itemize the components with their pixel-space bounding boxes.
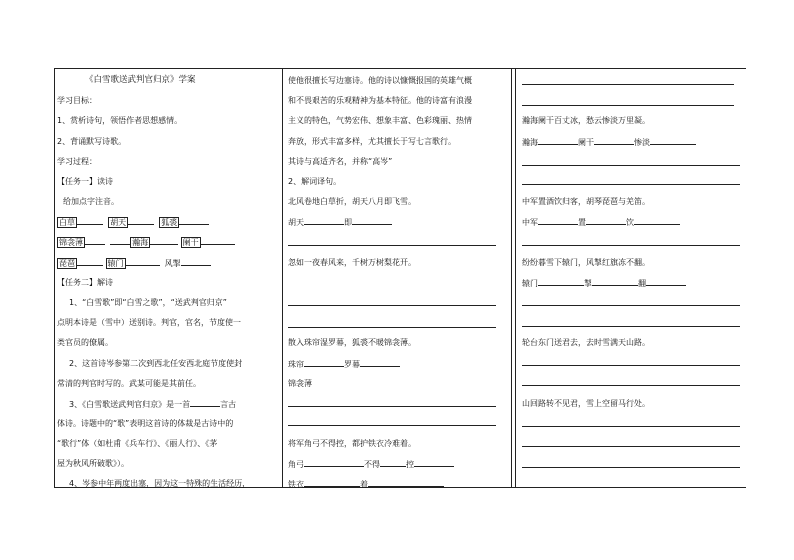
note-3-line-1 bbox=[69, 398, 236, 410]
pinyin-word: 风掣 bbox=[164, 259, 181, 268]
note-1-line-1: 1、“白雪歌”即“白雪之歌”，“送武判官归京” bbox=[69, 298, 227, 307]
answer-line[interactable] bbox=[522, 84, 734, 85]
verse-5-words bbox=[522, 136, 696, 148]
answer-blank[interactable] bbox=[634, 216, 680, 225]
task-1-instruction: 给加点字注音。 bbox=[63, 197, 119, 206]
pinyin-word: 辕门 bbox=[107, 259, 124, 268]
note-3-line-2: 体诗。诗题中的“歌”表明这首诗的体裁是古诗中的 bbox=[57, 419, 234, 428]
answer-line[interactable] bbox=[522, 165, 740, 166]
verse-1-words bbox=[288, 216, 392, 228]
answer-blank[interactable] bbox=[650, 136, 696, 145]
pinyin-word: 瀚海 bbox=[132, 238, 149, 247]
verse-4-words-2 bbox=[288, 478, 444, 490]
pinyin-word: 白草 bbox=[59, 218, 75, 227]
verse-7: 纷纷暮雪下辕门，风掣红旗冻不翻。 bbox=[522, 258, 650, 267]
answer-blank[interactable] bbox=[304, 458, 364, 467]
pinyin-row-1 bbox=[57, 216, 209, 228]
note-1-line-3: 类官员的僚属。 bbox=[57, 338, 113, 347]
verse-1: 北风卷地白草折，胡天八月即飞雪。 bbox=[288, 197, 416, 206]
word-label: 掣 bbox=[584, 279, 592, 288]
verse-4-words bbox=[288, 458, 454, 470]
answer-blank[interactable] bbox=[538, 277, 584, 286]
answer-line[interactable] bbox=[522, 467, 740, 468]
task-2-heading: 【任务二】解诗 bbox=[57, 278, 113, 287]
answer-blank[interactable] bbox=[380, 458, 406, 467]
answer-line[interactable] bbox=[522, 184, 740, 185]
page-title: 《白雪歌送武判官归京》学案 bbox=[85, 75, 196, 85]
answer-blank[interactable] bbox=[414, 458, 454, 467]
note-2-line-1: 2、这首诗岑参第二次到西北任安西北庭节度使封 bbox=[69, 359, 243, 368]
answer-blank[interactable] bbox=[538, 136, 578, 145]
process-heading: 学习过程： bbox=[57, 157, 97, 166]
answer-blank[interactable] bbox=[304, 216, 344, 225]
verse-7-words bbox=[522, 277, 686, 289]
task-1-heading: 【任务一】读诗 bbox=[57, 177, 113, 186]
answer-line[interactable] bbox=[522, 365, 740, 366]
word-label: 置 bbox=[578, 218, 586, 227]
word-label: 不得 bbox=[364, 460, 380, 469]
verse-4: 将军角弓不得控，都护铁衣冷难着。 bbox=[288, 439, 416, 448]
section-2-heading: 2、解词译句。 bbox=[288, 177, 342, 186]
verse-5: 瀚海阑干百丈冰，愁云惨淡万里凝。 bbox=[522, 116, 650, 125]
column-2 bbox=[284, 69, 512, 487]
note-2-line-2: 常清的判官时写的。武某可能是其前任。 bbox=[57, 379, 201, 388]
answer-blank[interactable] bbox=[360, 358, 400, 367]
answer-line[interactable] bbox=[522, 426, 740, 427]
answer-blank[interactable] bbox=[85, 236, 105, 245]
goals-heading: 学习目标： bbox=[57, 96, 97, 105]
answer-line[interactable] bbox=[288, 327, 496, 328]
answer-line[interactable] bbox=[522, 305, 740, 306]
answer-line[interactable] bbox=[522, 446, 740, 447]
word-label: 珠帘 bbox=[288, 360, 304, 369]
pinyin-row-2 bbox=[57, 236, 235, 248]
pinyin-word: 胡天 bbox=[110, 218, 127, 227]
verse-8: 轮台东门送君去，去时雪满天山路。 bbox=[522, 338, 650, 347]
bio-line-4: 奔放，形式丰富多样，尤其擅长于写七言歌行。 bbox=[288, 137, 456, 146]
answer-blank[interactable] bbox=[201, 236, 235, 245]
verse-6: 中军置酒饮归客，胡琴琵琶与羌笛。 bbox=[522, 197, 650, 206]
verse-6-words bbox=[522, 216, 680, 228]
answer-line[interactable] bbox=[288, 406, 496, 407]
verse-9: 山回路转不见君，雪上空留马行处。 bbox=[522, 399, 650, 408]
answer-line[interactable] bbox=[288, 425, 496, 426]
word-label: 翻 bbox=[638, 279, 646, 288]
answer-blank[interactable] bbox=[77, 216, 103, 225]
word-label: 中军 bbox=[522, 218, 538, 227]
word-label: 饮 bbox=[626, 218, 634, 227]
word-label: 辕门 bbox=[522, 279, 538, 288]
worksheet-table bbox=[54, 68, 746, 488]
word-label: 阑干 bbox=[578, 138, 594, 147]
answer-blank[interactable] bbox=[352, 216, 392, 225]
note-3-line-4: 屋为秋风所破歌》）。 bbox=[57, 459, 129, 468]
answer-blank[interactable] bbox=[181, 257, 211, 266]
answer-blank[interactable] bbox=[538, 216, 578, 225]
answer-blank[interactable] bbox=[77, 257, 103, 266]
answer-blank[interactable] bbox=[594, 136, 634, 145]
note-1-line-2: 点明本诗是（雪中）送别诗。判官，官名，节度使一 bbox=[57, 318, 241, 327]
pinyin-word: 阑干 bbox=[182, 238, 199, 247]
bio-line-5: 其诗与高适齐名，并称“高岑” bbox=[288, 157, 393, 166]
bio-line-2: 和不畏艰苦的乐观精神为基本特征。他的诗富有浪漫 bbox=[288, 96, 472, 105]
pinyin-word: 琵琶 bbox=[59, 259, 75, 268]
word-label: 着 bbox=[360, 480, 368, 489]
word-label: 瀚海 bbox=[522, 138, 538, 147]
note-4-line-1: 4、岑参中年两度出塞，因为这一特殊的生活经历， bbox=[69, 479, 251, 488]
answer-line[interactable] bbox=[288, 245, 496, 246]
note-3-text: 3、《白雪歌送武判官归京》是一首 bbox=[69, 400, 191, 409]
word-label: 胡天 bbox=[288, 218, 304, 227]
word-label: 即 bbox=[344, 218, 352, 227]
word-label: 惨淡 bbox=[634, 138, 650, 147]
pinyin-word: 锦衾薄 bbox=[59, 238, 83, 247]
word-label: 角弓 bbox=[288, 460, 304, 469]
column-3 bbox=[515, 69, 747, 487]
goal-2: 2、背诵默写诗歌。 bbox=[57, 137, 127, 146]
word-label: 罗幕 bbox=[344, 360, 360, 369]
pinyin-word: 狐裘 bbox=[161, 218, 178, 227]
answer-blank[interactable] bbox=[190, 398, 220, 407]
answer-blank[interactable] bbox=[110, 236, 130, 245]
column-1 bbox=[55, 69, 283, 487]
goal-1: 1、赏析诗句，领悟作者思想感情。 bbox=[57, 116, 183, 125]
answer-blank[interactable] bbox=[150, 236, 178, 245]
answer-blank[interactable] bbox=[586, 216, 626, 225]
bio-line-3: 主义的特色，气势宏伟、想象丰富、色彩瑰丽、热情 bbox=[288, 116, 472, 125]
answer-line[interactable] bbox=[522, 105, 734, 106]
verse-3-words bbox=[288, 358, 400, 370]
note-3-line-3: “歌行”体（如杜甫《兵车行》、《丽人行》、《茅 bbox=[57, 439, 218, 448]
answer-line[interactable] bbox=[288, 305, 496, 306]
answer-blank[interactable] bbox=[179, 216, 209, 225]
verse-3: 散入珠帘湿罗幕，狐裘不暖锦衾薄。 bbox=[288, 338, 416, 347]
answer-blank[interactable] bbox=[126, 257, 160, 266]
note-3-text-end: 言古 bbox=[220, 400, 237, 409]
answer-blank[interactable] bbox=[592, 277, 638, 286]
answer-line[interactable] bbox=[522, 245, 740, 246]
word-label: 控 bbox=[406, 460, 414, 469]
answer-line[interactable] bbox=[522, 385, 740, 386]
bio-line-1: 使他很擅长写边塞诗。他的诗以慷慨报国的英雄气概 bbox=[288, 76, 472, 85]
answer-blank[interactable] bbox=[304, 358, 344, 367]
answer-line[interactable] bbox=[522, 326, 740, 327]
word-label: 铁衣 bbox=[288, 480, 304, 489]
answer-blank[interactable] bbox=[646, 277, 686, 286]
answer-blank[interactable] bbox=[304, 478, 360, 487]
pinyin-row-3 bbox=[57, 257, 211, 269]
answer-blank[interactable] bbox=[128, 216, 154, 225]
verse-3-words-2: 锦衾薄 bbox=[288, 379, 312, 388]
answer-blank[interactable] bbox=[368, 478, 444, 487]
verse-2: 忽如一夜春风来，千树万树梨花开。 bbox=[288, 258, 416, 267]
